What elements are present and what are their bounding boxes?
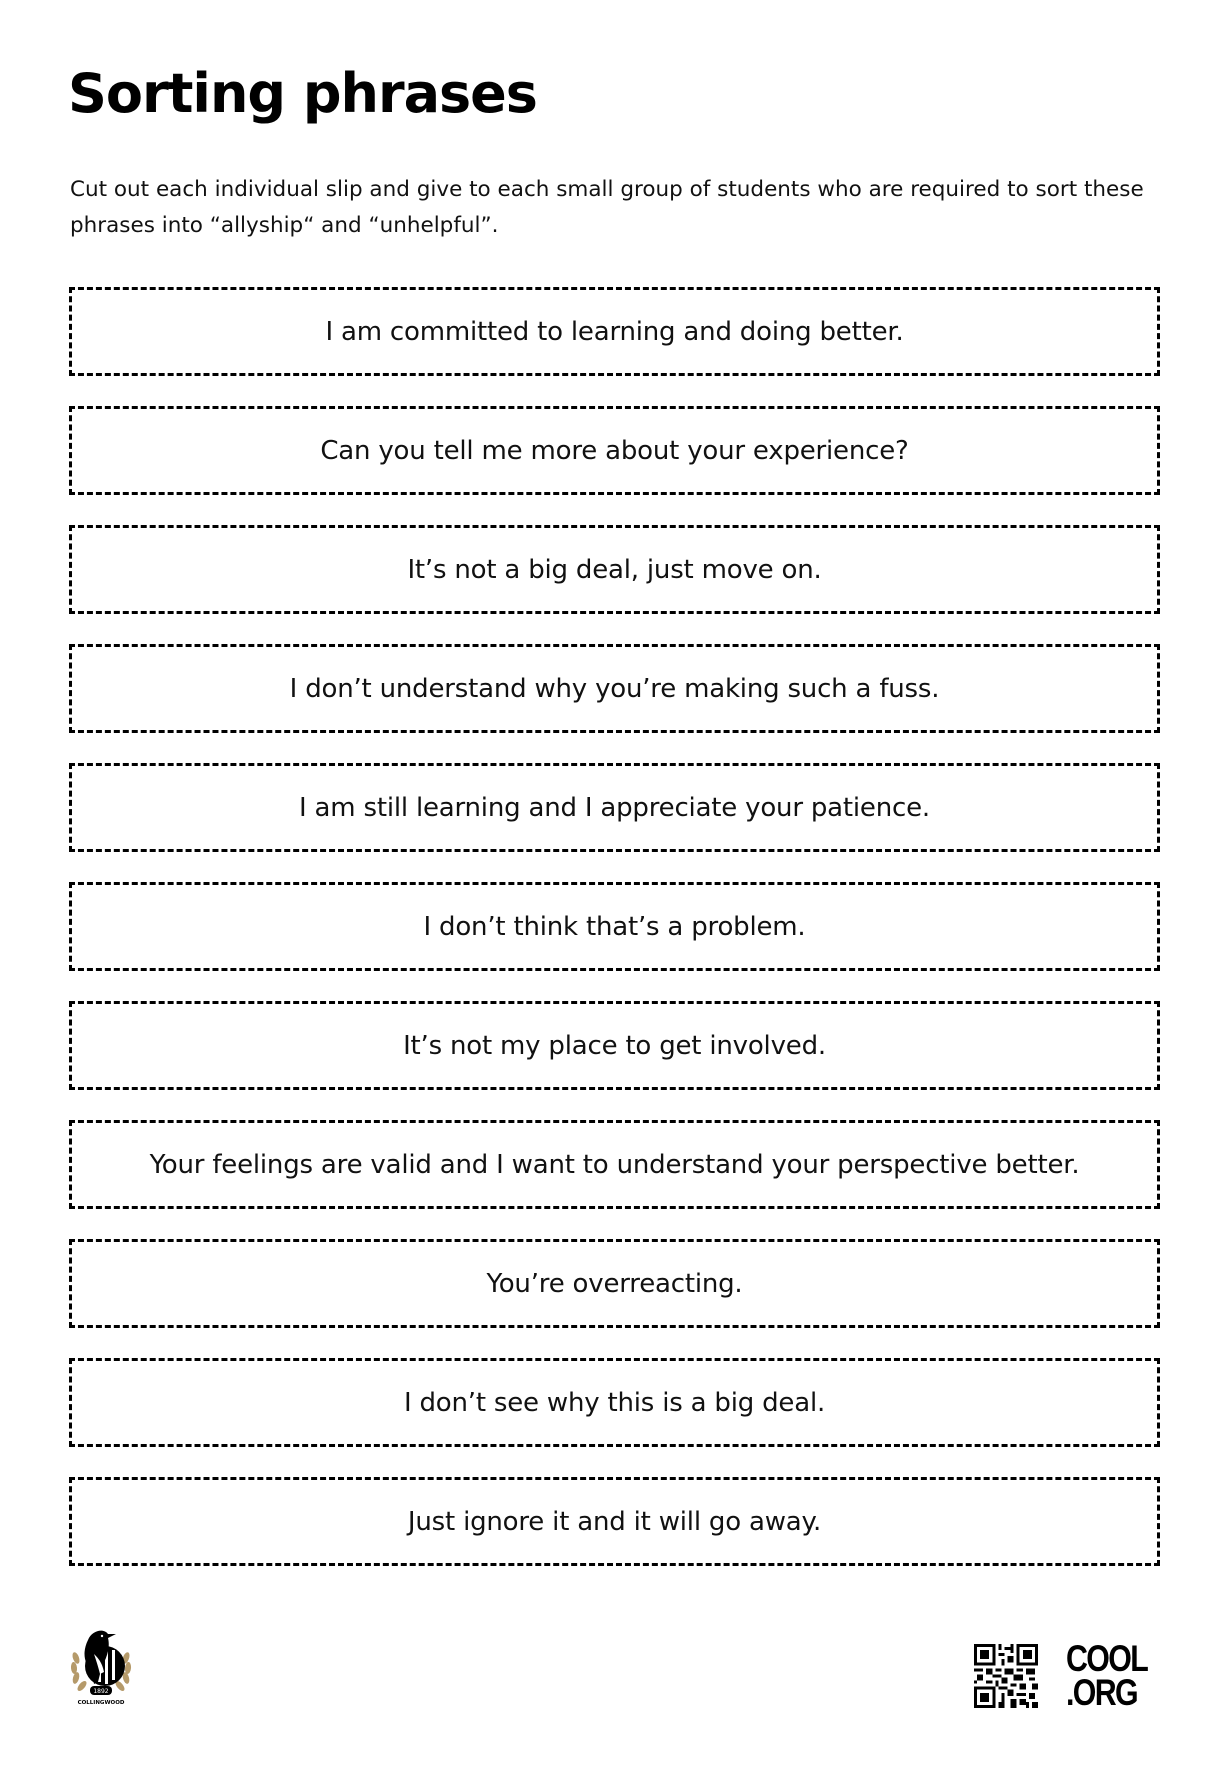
phrase-slip [69, 525, 1160, 614]
page-title: Sorting phrases [68, 62, 537, 125]
phrase-text: I don’t see why this is a big deal. [403, 1387, 826, 1418]
phrase-slip-list [69, 287, 1160, 1596]
phrase-slip [69, 1358, 1160, 1447]
cool-logo-line-2: .ORG [1066, 1672, 1137, 1713]
cool-org-logo [1066, 1638, 1162, 1713]
phrase-text: You’re overreacting. [486, 1268, 743, 1299]
phrase-text: It’s not a big deal, just move on. [407, 554, 822, 585]
phrase-slip [69, 1477, 1160, 1566]
phrase-slip [69, 882, 1160, 971]
instructions-text: Cut out each individual slip and give to each small group of students who are required to sort these phrases into “allyship“ and “unhelpful”. [70, 177, 1144, 238]
qr-code-icon [974, 1644, 1038, 1708]
phrase-text: I am still learning and I appreciate your patience. [299, 792, 930, 823]
collingwood-logo [68, 1622, 134, 1706]
phrase-slip [69, 287, 1160, 376]
phrase-slip [69, 644, 1160, 733]
svg-text:1892: 1892 [93, 1688, 109, 1695]
phrase-text: I don’t think that’s a problem. [423, 911, 806, 942]
phrase-slip [69, 1001, 1160, 1090]
magpie-crest-icon [68, 1622, 134, 1706]
cool-logo-line-1: COOL [1066, 1638, 1148, 1679]
phrase-slip [69, 763, 1160, 852]
phrase-slip [69, 406, 1160, 495]
svg-text:COLLINGWOOD: COLLINGWOOD [77, 1700, 125, 1706]
phrase-text: Your feelings are valid and I want to understand your perspective better. [149, 1149, 1080, 1180]
phrase-text: It’s not my place to get involved. [403, 1030, 826, 1061]
phrase-slip [69, 1120, 1160, 1209]
phrase-text: I am committed to learning and doing better. [325, 316, 904, 347]
phrase-text: Just ignore it and it will go away. [407, 1506, 822, 1537]
phrase-text: Can you tell me more about your experience? [320, 435, 909, 466]
phrase-slip [69, 1239, 1160, 1328]
phrase-text: I don’t understand why you’re making such a fuss. [289, 673, 940, 704]
